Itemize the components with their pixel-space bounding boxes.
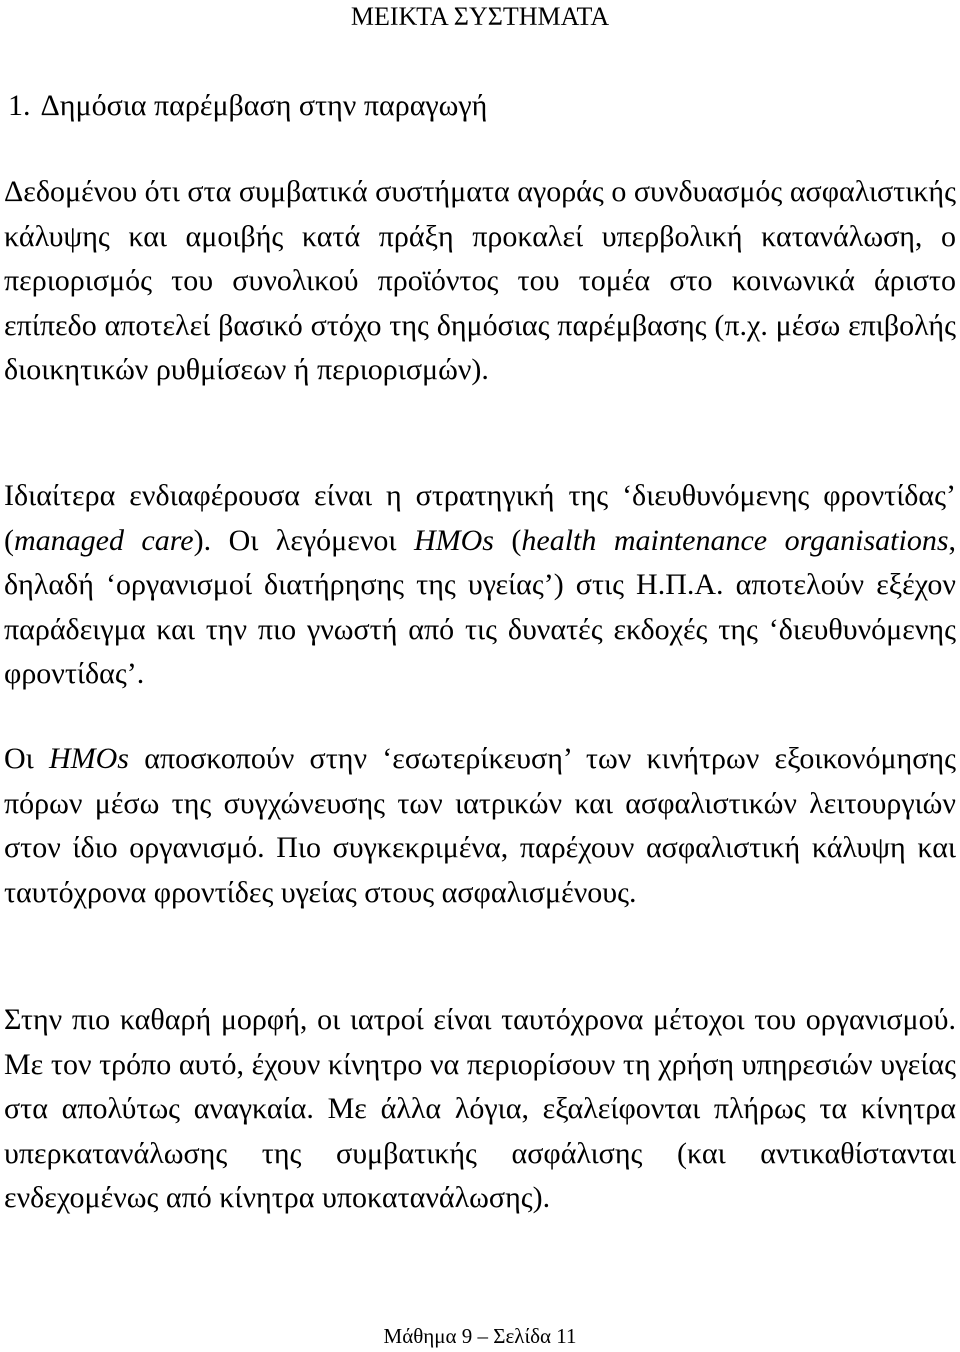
paragraph-2-part-1: Ιδιαίτερα ενδιαφέρουσα είναι η στρατηγική της ‘διευθυνόμενης φροντίδας’ ( xyxy=(4,479,956,557)
paragraph-1-text: Δεδομένου ότι στα συμβατικά συστήματα αγοράς ο συνδυασμός ασφαλιστικής κάλυψης και αμοιβής κατά πράξη προκαλεί υπερβολική κατανάλωση, ο περιορισμός του συνολικού προϊόντος του τομέα στο κοινωνικά άριστο επίπεδο αποτελεί βασικό στόχο της δημόσιας παρέμβασης (π.χ. μέσω επιβολής διοικητικών ρυθμίσεων ή περιορισμών). xyxy=(4,175,956,387)
paragraph-2-part-3: ( xyxy=(493,523,522,557)
paragraph-3-part-2: αποσκοπούν στην ‘εσωτερίκευση’ των κινήτρων εξοικονόμησης πόρων μέσω της συγχώνευσης των ιατρικών και ασφαλιστικών λειτουργιών στον ίδιο οργανισμό. Πιο συγκεκριμένα, παρέχουν ασφαλιστική κάλυψη και ταυτόχρονα φροντίδες υγείας στους ασφαλισμένους. xyxy=(4,742,956,909)
page-header xyxy=(0,0,960,34)
section-number: 1. xyxy=(8,89,31,122)
paragraph-2-part-4: , δηλαδή ‘οργανισμοί διατήρησης της υγείας’) στις Η.Π.Α. αποτελούν εξέχον παράδειγμα και την πιο γνωστή από τις δυνατές εκδοχές της ‘διευθυνόμενης φροντίδας’. xyxy=(4,523,956,691)
section-title-text: Δημόσια παρέμβαση στην παραγωγή xyxy=(40,89,488,122)
paragraph-managed-care xyxy=(4,474,956,697)
paragraph-2-part-2: ). Οι λεγόμενοι xyxy=(193,523,414,557)
paragraph-3-part-1: Οι xyxy=(4,742,49,775)
paragraph-intervention xyxy=(4,170,956,393)
header-title: ΜΕΙΚΤΑ ΣΥΣΤΗΜΑΤΑ xyxy=(350,2,610,31)
section-heading xyxy=(8,84,487,128)
term-health-maintenance: health maintenance organisations xyxy=(521,523,949,557)
paragraph-4-text: Στην πιο καθαρή μορφή, οι ιατροί είναι ταυτόχρονα μέτοχοι του οργανισμού. Με τον τρόπο αυτό, έχουν κίνητρο να περιορίσουν τη χρήση υπηρεσιών υγείας στα απολύτως αναγκαία. Με άλλα λόγια, εξαλείφονται πλήρως τα κίνητρα υπερκατανάλωσης της συμβατικής ασφάλισης (και αντικαθίστανται ενδεχομένως από κίνητρα υποκατανάλωσης). xyxy=(4,1003,956,1215)
term-hmos-2: HMOs xyxy=(48,742,129,775)
term-managed-care: managed care xyxy=(14,523,194,557)
footer-page-label: Μάθημα 9 – Σελίδα 11 xyxy=(383,1324,577,1348)
paragraph-physicians xyxy=(4,998,956,1221)
term-hmos: HMOs xyxy=(413,523,494,557)
paragraph-hmo-goals xyxy=(4,737,956,915)
page-footer xyxy=(0,1322,960,1350)
